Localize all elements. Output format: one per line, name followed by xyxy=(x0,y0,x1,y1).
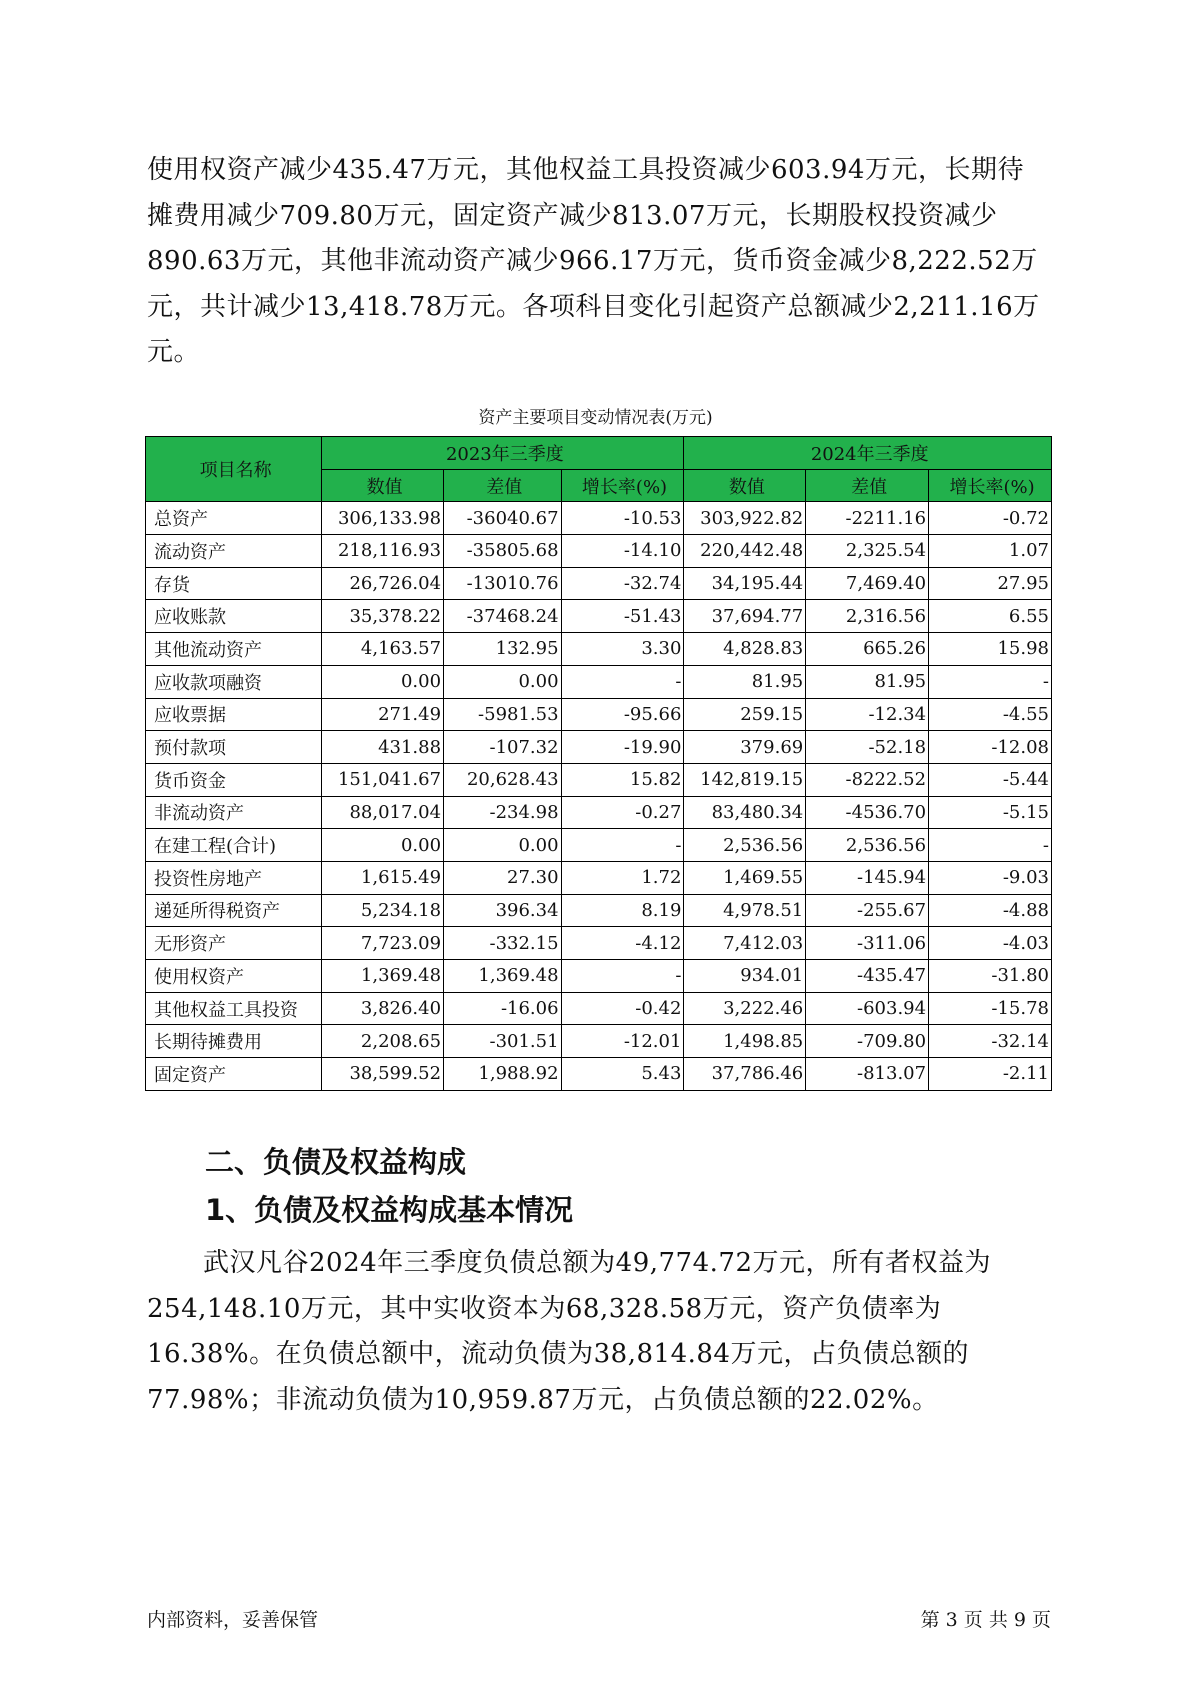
table-row xyxy=(146,665,1052,698)
col-header-value-2024: 数值 xyxy=(684,469,806,502)
value-cell: 1,369.48 xyxy=(322,960,444,993)
value-cell: 2,536.56 xyxy=(806,829,929,862)
table-row xyxy=(146,894,1052,927)
value-cell: - xyxy=(561,960,684,993)
table-row xyxy=(146,1058,1052,1091)
value-cell: 81.95 xyxy=(684,665,806,698)
value-cell: 20,628.43 xyxy=(444,763,562,796)
value-cell: 7,723.09 xyxy=(322,927,444,960)
row-label-cell: 其他权益工具投资 xyxy=(146,992,322,1025)
value-cell: 83,480.34 xyxy=(684,796,806,829)
value-cell: 5.43 xyxy=(561,1058,684,1091)
value-cell: -16.06 xyxy=(444,992,562,1025)
value-cell: -37468.24 xyxy=(444,600,562,633)
page-number: 第 3 页 共 9 页 xyxy=(920,1609,1051,1631)
table-row xyxy=(146,927,1052,960)
table-row xyxy=(146,633,1052,666)
value-cell: -234.98 xyxy=(444,796,562,829)
value-cell: -4.55 xyxy=(929,698,1052,731)
value-cell: -709.80 xyxy=(806,1025,929,1058)
value-cell: 3.30 xyxy=(561,633,684,666)
table-row xyxy=(146,829,1052,862)
value-cell: -2.11 xyxy=(929,1058,1052,1091)
row-label-cell: 其他流动资产 xyxy=(146,633,322,666)
value-cell: 8.19 xyxy=(561,894,684,927)
asset-change-paragraph: 使用权资产减少435.47万元，其他权益工具投资减少603.94万元，长期待摊费用减少709.80万元，固定资产减少813.07万元，长期股权投资减少890.63万元，其他非流动资产减少966.17万元，货币资金减少8,222.52万元，共计减少13,418.78万元。各项科目变化引起资产总额减少2,211.16万元。 xyxy=(147,155,1040,367)
col-header-diff-2023: 差值 xyxy=(444,469,562,502)
value-cell: 2,536.56 xyxy=(684,829,806,862)
value-cell: 88,017.04 xyxy=(322,796,444,829)
value-cell: - xyxy=(929,665,1052,698)
value-cell: -145.94 xyxy=(806,861,929,894)
row-label-cell: 流动资产 xyxy=(146,535,322,568)
value-cell: 934.01 xyxy=(684,960,806,993)
value-cell: -5.44 xyxy=(929,763,1052,796)
value-cell: 15.82 xyxy=(561,763,684,796)
table-row xyxy=(146,600,1052,633)
value-cell: 0.00 xyxy=(444,829,562,862)
value-cell: -8222.52 xyxy=(806,763,929,796)
value-cell: -4.88 xyxy=(929,894,1052,927)
value-cell: -4536.70 xyxy=(806,796,929,829)
table-row xyxy=(146,796,1052,829)
value-cell: -95.66 xyxy=(561,698,684,731)
col-header-growth-2024: 增长率(%) xyxy=(929,469,1052,502)
value-cell: 665.26 xyxy=(806,633,929,666)
value-cell: - xyxy=(561,665,684,698)
value-cell: -12.01 xyxy=(561,1025,684,1058)
row-label-cell: 投资性房地产 xyxy=(146,861,322,894)
value-cell: -603.94 xyxy=(806,992,929,1025)
value-cell: 0.00 xyxy=(322,829,444,862)
value-cell: 35,378.22 xyxy=(322,600,444,633)
value-cell: - xyxy=(929,829,1052,862)
value-cell: -2211.16 xyxy=(806,502,929,535)
table-row xyxy=(146,861,1052,894)
value-cell: 259.15 xyxy=(684,698,806,731)
value-cell: 1.72 xyxy=(561,861,684,894)
value-cell: 5,234.18 xyxy=(322,894,444,927)
value-cell: 3,826.40 xyxy=(322,992,444,1025)
table-body xyxy=(146,502,1052,1090)
value-cell: 1,615.49 xyxy=(322,861,444,894)
sub-heading: 1、负债及权益构成基本情况 xyxy=(205,1193,574,1227)
asset-change-table xyxy=(145,436,1052,1091)
value-cell: -12.08 xyxy=(929,731,1052,764)
table-caption: 资产主要项目变动情况表(万元) xyxy=(478,408,713,428)
value-cell: 81.95 xyxy=(806,665,929,698)
row-label-cell: 无形资产 xyxy=(146,927,322,960)
value-cell: - xyxy=(561,829,684,862)
col-header-diff-2024: 差值 xyxy=(806,469,929,502)
table-row xyxy=(146,960,1052,993)
value-cell: -435.47 xyxy=(806,960,929,993)
value-cell: 1,469.55 xyxy=(684,861,806,894)
row-label-cell: 固定资产 xyxy=(146,1058,322,1091)
value-cell: 132.95 xyxy=(444,633,562,666)
row-label-cell: 长期待摊费用 xyxy=(146,1025,322,1058)
row-label-cell: 总资产 xyxy=(146,502,322,535)
row-label-cell: 应收款项融资 xyxy=(146,665,322,698)
value-cell: -10.53 xyxy=(561,502,684,535)
value-cell: -107.32 xyxy=(444,731,562,764)
value-cell: 0.00 xyxy=(322,665,444,698)
value-cell: -32.14 xyxy=(929,1025,1052,1058)
row-label-cell: 使用权资产 xyxy=(146,960,322,993)
value-cell: -36040.67 xyxy=(444,502,562,535)
value-cell: 4,163.57 xyxy=(322,633,444,666)
row-label-cell: 在建工程(合计) xyxy=(146,829,322,862)
value-cell: -32.74 xyxy=(561,567,684,600)
group-header-2024: 2024年三季度 xyxy=(684,437,1052,470)
col-header-growth-2023: 增长率(%) xyxy=(561,469,684,502)
value-cell: -15.78 xyxy=(929,992,1052,1025)
group-header-2023: 2023年三季度 xyxy=(322,437,684,470)
value-cell: 303,922.82 xyxy=(684,502,806,535)
value-cell: 1.07 xyxy=(929,535,1052,568)
row-label-cell: 存货 xyxy=(146,567,322,600)
row-label-cell: 递延所得税资产 xyxy=(146,894,322,927)
value-cell: -813.07 xyxy=(806,1058,929,1091)
row-label-cell: 货币资金 xyxy=(146,763,322,796)
value-cell: 0.00 xyxy=(444,665,562,698)
value-cell: 2,316.56 xyxy=(806,600,929,633)
table-row xyxy=(146,567,1052,600)
value-cell: 1,498.85 xyxy=(684,1025,806,1058)
section-heading: 二、负债及权益构成 xyxy=(205,1145,467,1179)
value-cell: 7,469.40 xyxy=(806,567,929,600)
value-cell: 34,195.44 xyxy=(684,567,806,600)
value-cell: 2,208.65 xyxy=(322,1025,444,1058)
value-cell: 27.30 xyxy=(444,861,562,894)
table-row xyxy=(146,502,1052,535)
value-cell: 4,978.51 xyxy=(684,894,806,927)
value-cell: 27.95 xyxy=(929,567,1052,600)
value-cell: -52.18 xyxy=(806,731,929,764)
value-cell: 306,133.98 xyxy=(322,502,444,535)
value-cell: -4.12 xyxy=(561,927,684,960)
value-cell: -301.51 xyxy=(444,1025,562,1058)
value-cell: -51.43 xyxy=(561,600,684,633)
footer-confidential-note: 内部资料，妥善保管 xyxy=(147,1609,319,1631)
value-cell: 142,819.15 xyxy=(684,763,806,796)
value-cell: 38,599.52 xyxy=(322,1058,444,1091)
value-cell: -31.80 xyxy=(929,960,1052,993)
item-name-header: 项目名称 xyxy=(146,437,322,502)
value-cell: -311.06 xyxy=(806,927,929,960)
value-cell: -9.03 xyxy=(929,861,1052,894)
table-row xyxy=(146,763,1052,796)
value-cell: 151,041.67 xyxy=(322,763,444,796)
value-cell: 1,369.48 xyxy=(444,960,562,993)
value-cell: -35805.68 xyxy=(444,535,562,568)
value-cell: 4,828.83 xyxy=(684,633,806,666)
col-header-value-2023: 数值 xyxy=(322,469,444,502)
value-cell: -0.27 xyxy=(561,796,684,829)
value-cell: -0.42 xyxy=(561,992,684,1025)
table-header xyxy=(146,437,1052,502)
value-cell: -14.10 xyxy=(561,535,684,568)
value-cell: 218,116.93 xyxy=(322,535,444,568)
value-cell: 7,412.03 xyxy=(684,927,806,960)
value-cell: -19.90 xyxy=(561,731,684,764)
value-cell: -5.15 xyxy=(929,796,1052,829)
value-cell: 431.88 xyxy=(322,731,444,764)
row-label-cell: 非流动资产 xyxy=(146,796,322,829)
value-cell: 396.34 xyxy=(444,894,562,927)
value-cell: 26,726.04 xyxy=(322,567,444,600)
value-cell: 37,786.46 xyxy=(684,1058,806,1091)
row-label-cell: 预付款项 xyxy=(146,731,322,764)
value-cell: 220,442.48 xyxy=(684,535,806,568)
table-row xyxy=(146,992,1052,1025)
value-cell: 6.55 xyxy=(929,600,1052,633)
value-cell: 2,325.54 xyxy=(806,535,929,568)
value-cell: 37,694.77 xyxy=(684,600,806,633)
value-cell: -255.67 xyxy=(806,894,929,927)
table-row xyxy=(146,698,1052,731)
value-cell: 3,222.46 xyxy=(684,992,806,1025)
liability-equity-paragraph: 武汉凡谷2024年三季度负债总额为49,774.72万元，所有者权益为254,148.10万元，其中实收资本为68,328.58万元，资产负债率为16.38%。在负债总额中，流动负债为38,814.84万元，占负债总额的77.98%；非流动负债为10,959.87万元，占负债总额的22.02%。 xyxy=(147,1248,991,1415)
value-cell: -12.34 xyxy=(806,698,929,731)
table-row xyxy=(146,731,1052,764)
value-cell: 379.69 xyxy=(684,731,806,764)
value-cell: -4.03 xyxy=(929,927,1052,960)
row-label-cell: 应收账款 xyxy=(146,600,322,633)
row-label-cell: 应收票据 xyxy=(146,698,322,731)
value-cell: 15.98 xyxy=(929,633,1052,666)
table-row xyxy=(146,1025,1052,1058)
value-cell: -13010.76 xyxy=(444,567,562,600)
value-cell: -0.72 xyxy=(929,502,1052,535)
value-cell: 271.49 xyxy=(322,698,444,731)
value-cell: -5981.53 xyxy=(444,698,562,731)
value-cell: -332.15 xyxy=(444,927,562,960)
table-row xyxy=(146,535,1052,568)
value-cell: 1,988.92 xyxy=(444,1058,562,1091)
